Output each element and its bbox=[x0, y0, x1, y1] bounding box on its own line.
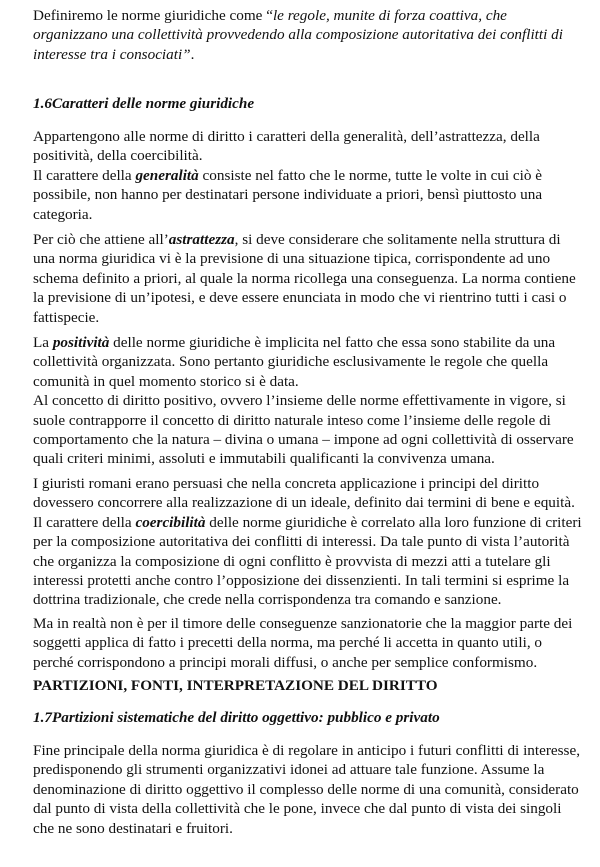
text-line: una norma giuridica vi è la previsione di una situazione tipica, corrispondente ad uno bbox=[33, 250, 551, 268]
text: Il carattere della bbox=[33, 166, 136, 184]
paragraph-positivita bbox=[33, 333, 574, 469]
text-line: soggetti applica di fatto i precetti della norma, ma perché li accetta in quanto utili, o bbox=[33, 634, 543, 652]
text-line: categoria. bbox=[33, 205, 93, 223]
text-line: la previsione di un’ipotesi, e deve essere enunciata in modo che vi rientrino tutti i casi o bbox=[33, 289, 567, 307]
text: . bbox=[190, 45, 195, 63]
text-line: collettività organizzata. Sono pertanto giuridiche esclusivamente le regole che quella bbox=[33, 353, 549, 371]
text-line: Fine principale della norma giuridica è di regolare in anticipo i futuri conflitti di interesse, bbox=[33, 742, 580, 759]
text-line: denominazione di diritto oggettivo il complesso delle norme di una comunità, considerato bbox=[33, 780, 579, 798]
text: delle norme giuridiche è implicita nel fatto che essa sono stabilite da una bbox=[109, 334, 556, 351]
text: La bbox=[33, 334, 53, 351]
text-line: Ma in realtà non è per il timore delle conseguenze sanzionatorie che la maggior parte dei bbox=[33, 615, 573, 632]
emphasis-term: astrattezza bbox=[168, 231, 235, 248]
section-heading-1-7: 1.7Partizioni sistematiche del diritto oggettivo: pubblico e privato bbox=[33, 709, 440, 726]
paragraph-astrattezza bbox=[33, 230, 576, 327]
emphasis-term: positività bbox=[52, 334, 110, 351]
paragraph-diritto-oggettivo bbox=[33, 741, 580, 838]
emphasis-term: generalità bbox=[135, 166, 199, 184]
quote-text: le regole, munite di forza coattiva, che bbox=[272, 7, 507, 24]
text-line: possibile, non hanno per destinatari persone individuate a priori, bensì piuttosto una bbox=[33, 186, 543, 204]
paragraph-coercibilita bbox=[33, 474, 582, 610]
text-line: perché corrispondono a principi morali diffusi, o anche per semplice conformismo. bbox=[33, 653, 538, 671]
text: , si deve considerare che solitamente nella struttura di bbox=[234, 231, 561, 248]
text-line: che ne sono destinatari e fruitori. bbox=[33, 819, 233, 837]
chapter-heading: PARTIZIONI, FONTI, INTERPRETAZIONE DEL DIRITTO bbox=[33, 677, 438, 694]
text-line: dovessero concorrere alla realizzazione di un ideale, definito dai termini di bene e equità. bbox=[33, 494, 575, 512]
text: consiste nel fatto che le norme, tutte le volte in cui ciò è bbox=[198, 166, 543, 184]
text: Definiremo le norme giuridiche come “ bbox=[33, 7, 273, 24]
text: Per ciò che attiene all’ bbox=[33, 231, 169, 248]
paragraph-caratteri bbox=[33, 127, 569, 224]
text-line: schema definito a priori, al quale la norma ricollega una conseguenza. La norma contiene bbox=[33, 269, 576, 287]
text-line: comportamento che la natura – divina o umana – impone ad ogni collettività di osservare bbox=[33, 431, 574, 449]
text-line: Al concetto di diritto positivo, ovvero l’insieme delle norme effettivamente in vigore, si bbox=[33, 392, 566, 410]
text-line: dal punto di vista della collettività che le pone, invece che dal punto di vista dei singoli bbox=[33, 800, 562, 818]
text-line: suole contrapporre il concetto di diritto naturale inteso come l’insieme delle regole di bbox=[33, 411, 551, 429]
quote-text: organizzano una collettività provvedendo alla composizione autoritativa dei conflitti di bbox=[33, 26, 563, 44]
text-line: I giuristi romani erano persuasi che nella concreta applicazione i principi del diritto bbox=[33, 475, 540, 492]
text-line: che organizza la composizione di ogni conflitto è provvista di mezzi atti a tutelare gli bbox=[33, 552, 551, 570]
text: delle norme giuridiche è correlato alla loro funzione di criteri bbox=[205, 513, 582, 531]
paragraph-conformismo bbox=[33, 614, 573, 672]
text-line: comunità in quel momento storico si è data. bbox=[33, 372, 299, 390]
text: Il carattere della bbox=[33, 513, 136, 531]
text-line: quali criteri minimi, assoluti e immutabili qualificanti la convivenza umana. bbox=[33, 450, 495, 468]
text-line: fattispecie. bbox=[33, 308, 100, 326]
text-line: per la composizione autoritativa dei conflitti di interessi. Da tale punto di vista l’autorità bbox=[33, 533, 570, 551]
text-line: predisponendo gli strumenti organizzativi idonei ad attuare tale funzione. Assume la bbox=[33, 761, 545, 779]
text-line: positività, della coercibilità. bbox=[33, 147, 203, 165]
paragraph-definition bbox=[33, 6, 569, 64]
emphasis-term: coercibilità bbox=[135, 513, 206, 531]
text-line: dottrina tradizionale, che crede nella corrispondenza tra comando e sanzione. bbox=[33, 591, 502, 609]
section-heading-1-6: 1.6Caratteri delle norme giuridiche bbox=[33, 95, 255, 112]
text-line: interessi protetti anche contro l’opposizione dei dissenzienti. In tali termini si esprime la bbox=[33, 572, 570, 590]
text-line: Appartengono alle norme di diritto i caratteri della generalità, dell’astrattezza, della bbox=[33, 128, 540, 145]
quote-text: interesse tra i consociati” bbox=[33, 45, 191, 63]
